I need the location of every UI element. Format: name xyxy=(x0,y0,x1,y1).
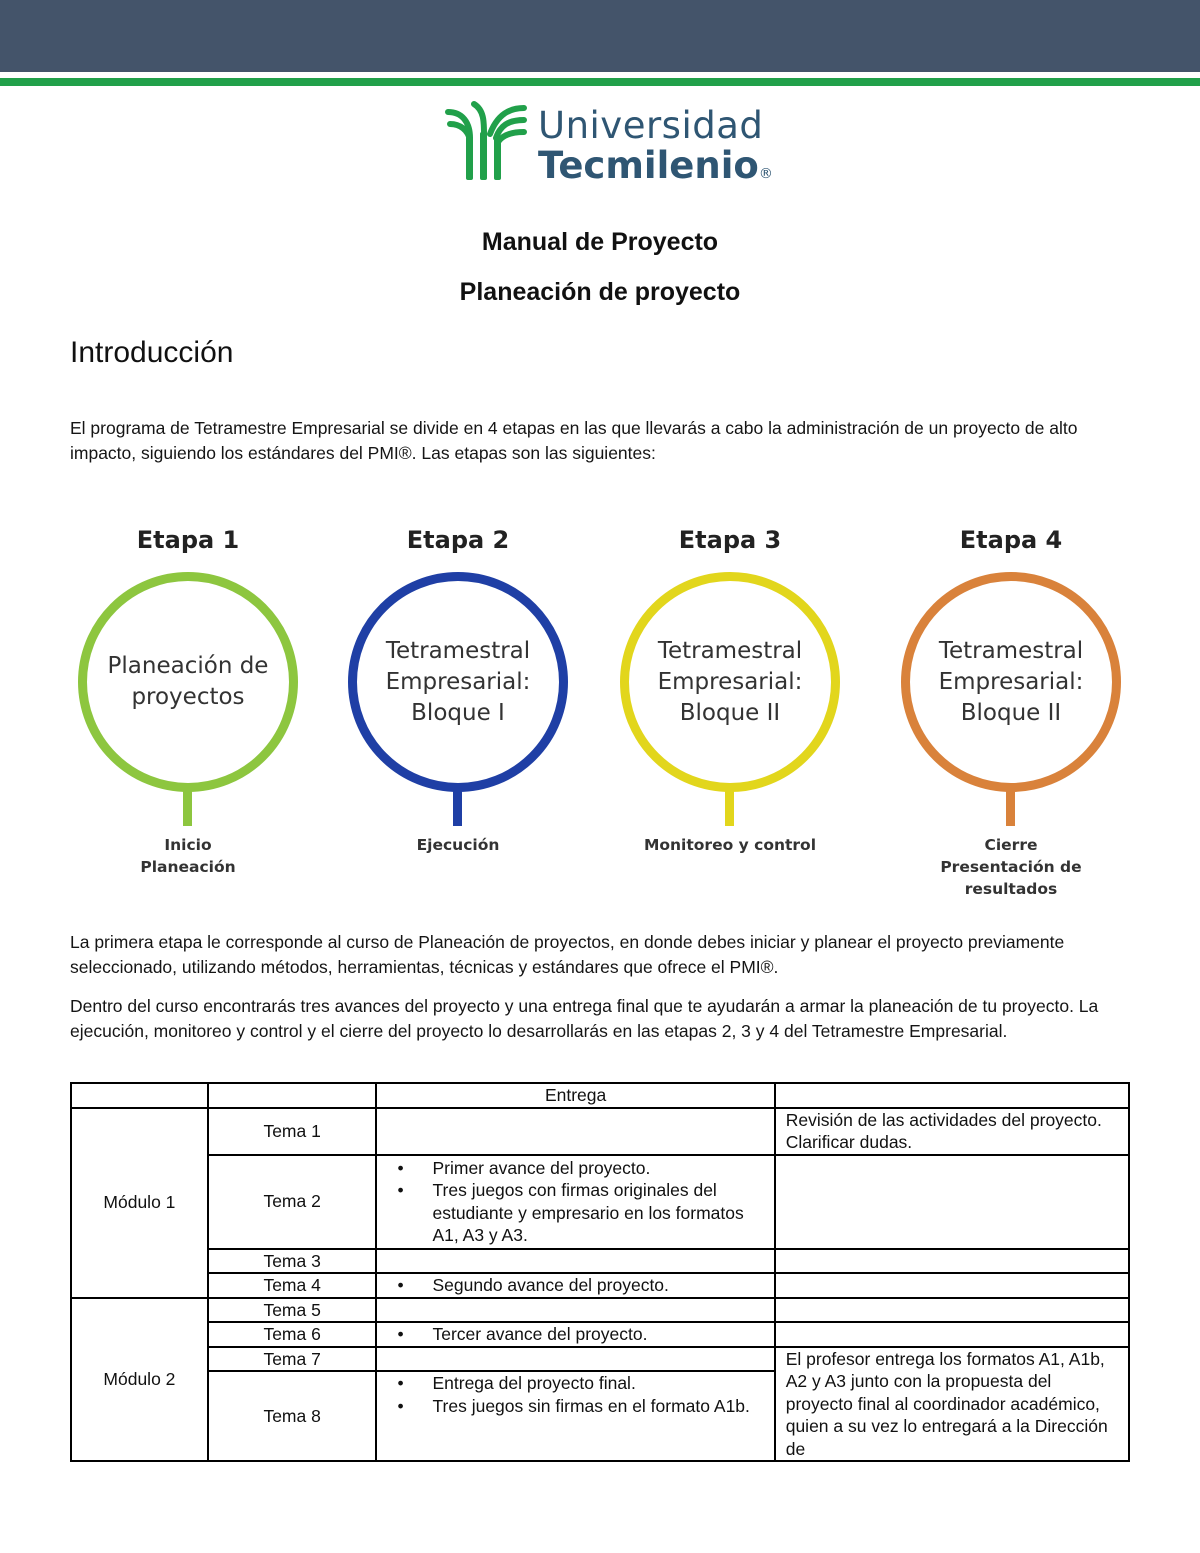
table-cell xyxy=(775,1083,1129,1108)
table-row xyxy=(71,1347,1129,1372)
table-cell xyxy=(208,1083,377,1108)
logo-universidad: Universidad xyxy=(538,104,764,147)
paragraph-course-deliverables: Dentro del curso encontrarás tres avances del proyecto y una entrega final que te ayudarán a armar la planeación de tu proyecto. La ejecución, monitoreo y control y el cierre del proyecto lo desarrollarás en las etapas 2, 3 y 4 del Tetramestre Empresarial. xyxy=(70,996,1099,1041)
logo-tecmilenio: Tecmilenio® xyxy=(538,144,773,187)
table-header-row xyxy=(71,1083,1129,1108)
table-cell xyxy=(775,1298,1129,1323)
intro-paragraph: El programa de Tetramestre Empresarial se divide en 4 etapas en las que llevarás a cabo la administración de un proyecto de alto impacto, siguiendo los estándares del PMI®. Las etapas son las siguientes: xyxy=(70,418,1078,463)
table-cell xyxy=(775,1249,1129,1274)
list-item: • Tres juegos sin firmas en el formato A1b. xyxy=(432,1395,763,1418)
tema-cell: Tema 5 xyxy=(208,1298,377,1323)
document-title: Manual de Proyecto xyxy=(481,228,719,256)
table-cell xyxy=(775,1322,1129,1347)
module-cell: Módulo 1 xyxy=(71,1108,208,1298)
tema-cell: Tema 2 xyxy=(208,1155,377,1249)
tema-cell: Tema 7 xyxy=(208,1347,377,1372)
table-row xyxy=(71,1298,1129,1323)
table-row xyxy=(71,1322,1129,1347)
entrega-header: Entrega xyxy=(376,1083,774,1108)
stage-title: Etapa 3 xyxy=(678,526,782,554)
list-item: • Segundo avance del proyecto. xyxy=(432,1274,763,1297)
module-cell: Módulo 2 xyxy=(71,1298,208,1462)
paragraph-first-stage: La primera etapa le corresponde al curso de Planeación de proyectos, en donde debes iniciar y planear el proyecto previamente seleccionado, utilizando métodos, herramientas, técnicas y estándares que ofrece el PMI®. xyxy=(70,932,1065,977)
entrega-cell xyxy=(376,1155,774,1249)
stage-circle xyxy=(78,572,298,792)
stage-circle xyxy=(348,572,568,792)
notes-cell: Revisión de las actividades del proyecto. Clarificar dudas. xyxy=(775,1108,1129,1155)
header-accent-line xyxy=(0,78,1200,86)
stage-title: Etapa 1 xyxy=(136,526,240,554)
tema-cell: Tema 1 xyxy=(208,1108,377,1155)
table-cell xyxy=(376,1347,774,1372)
stage-circle-label: Tetramestral Empresarial: Bloque I xyxy=(385,637,531,726)
stage-circle-label: Tetramestral Empresarial: Bloque II xyxy=(657,637,803,726)
stage-caption: Inicio Planeación xyxy=(140,836,236,876)
list-item: • Tres juegos con firmas originales del estudiante y empresario en los formatos A1, A3 y A3. xyxy=(432,1179,763,1247)
notes-cell: El profesor entrega los formatos A1, A1b, A2 y A3 junto con la propuesta del proyecto final al coordinador académico, quien a su vez lo entregará a la Dirección de xyxy=(775,1347,1129,1462)
stage-stem xyxy=(453,788,462,826)
stage-stem xyxy=(1006,788,1015,826)
table-cell xyxy=(376,1108,774,1155)
table-cell xyxy=(775,1155,1129,1249)
entrega-cell xyxy=(376,1322,774,1347)
entrega-cell xyxy=(376,1273,774,1298)
stage-1 xyxy=(58,526,318,906)
section-heading: Introducción xyxy=(70,336,234,369)
stage-2 xyxy=(328,526,588,906)
list-item: • Primer avance del proyecto. xyxy=(432,1157,763,1180)
stage-circle-label: Tetramestral Empresarial: Bloque II xyxy=(938,637,1084,726)
list-item: • Entrega del proyecto final. xyxy=(432,1372,763,1395)
document-subtitle: Planeación de proyecto xyxy=(459,278,741,306)
stage-circle xyxy=(620,572,840,792)
list-item: • Tercer avance del proyecto. xyxy=(432,1323,763,1346)
header-bar xyxy=(0,0,1200,72)
university-logo xyxy=(422,92,782,208)
stage-caption: Monitoreo y control xyxy=(643,836,817,854)
tecmilenio-logo-icon xyxy=(444,98,528,182)
entrega-cell xyxy=(376,1371,774,1461)
tema-cell: Tema 3 xyxy=(208,1249,377,1274)
stage-stem xyxy=(183,788,192,826)
stage-title: Etapa 4 xyxy=(959,526,1063,554)
table-cell xyxy=(775,1273,1129,1298)
schedule-table xyxy=(70,1082,1130,1462)
stage-3 xyxy=(600,526,860,906)
table-row xyxy=(71,1108,1129,1155)
stage-4 xyxy=(881,526,1141,906)
table-row xyxy=(71,1155,1129,1249)
table-cell xyxy=(71,1083,208,1108)
tema-cell: Tema 8 xyxy=(208,1371,377,1461)
stage-circle-label: Planeación de proyectos xyxy=(107,653,269,710)
table-row xyxy=(71,1273,1129,1298)
stage-caption: Cierre Presentación de resultados xyxy=(940,836,1082,898)
tema-cell: Tema 4 xyxy=(208,1273,377,1298)
table-row xyxy=(71,1249,1129,1274)
stage-stem xyxy=(725,788,734,826)
stage-title: Etapa 2 xyxy=(406,526,510,554)
stage-circle xyxy=(901,572,1121,792)
stage-caption: Ejecución xyxy=(416,836,500,854)
table-cell xyxy=(376,1298,774,1323)
tema-cell: Tema 6 xyxy=(208,1322,377,1347)
table-cell xyxy=(376,1249,774,1274)
